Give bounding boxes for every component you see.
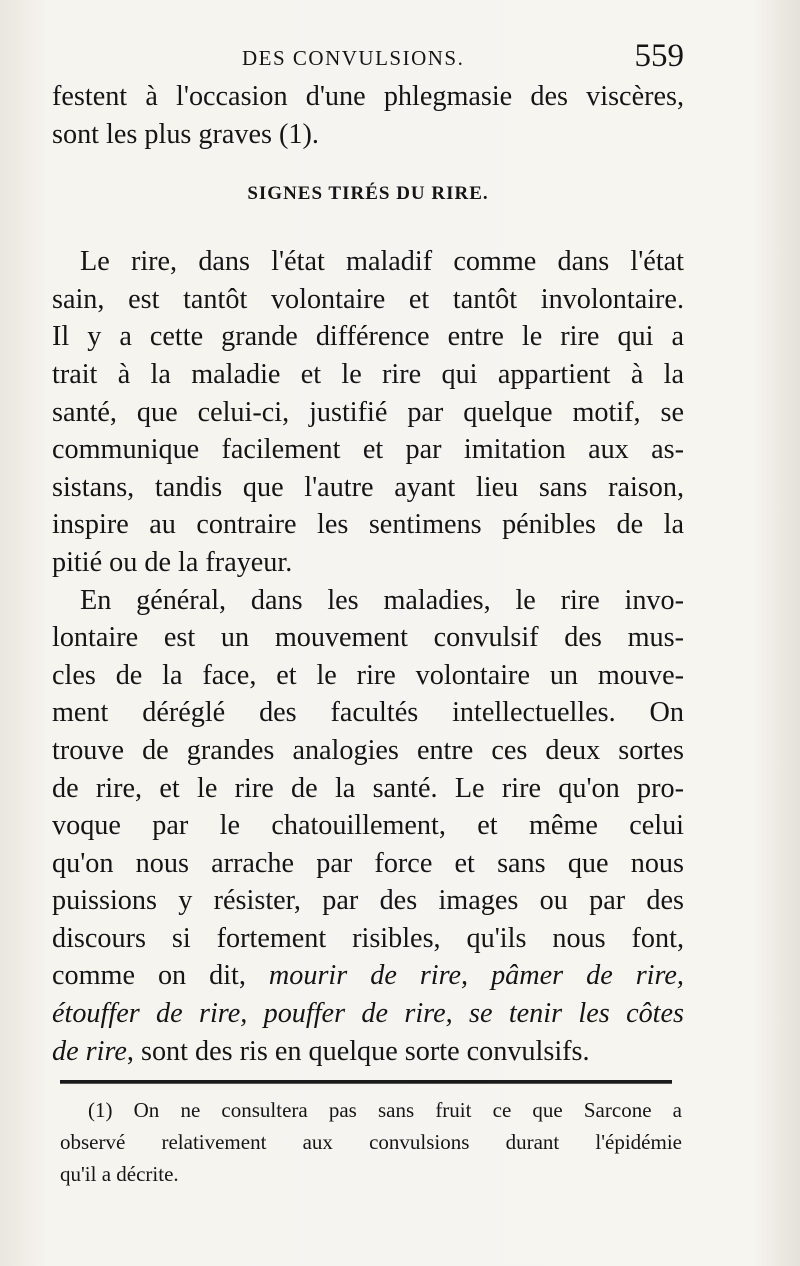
text-line: ment déréglé des facultés intellectuelles. On — [52, 697, 684, 729]
italic-segment: de rire — [52, 1035, 127, 1067]
text-line: cles de la face, et le rire volontaire un mouve- — [52, 659, 684, 691]
text-segment: , sont des ris en quelque sorte convulsifs. — [126, 1035, 590, 1067]
footnote-rule — [60, 1080, 672, 1084]
running-head: DES CONVULSIONS. — [242, 46, 465, 70]
page-body — [52, 78, 684, 1070]
text-line: lontaire est un mouvement convulsif des mus- — [52, 622, 684, 654]
section-heading: SIGNES TIRÉS DU RIRE. — [247, 183, 489, 205]
text-line: voque par le chatouillement, et même celui — [52, 810, 684, 842]
text-line: trouve de grandes analogies entre ces deux sortes — [52, 734, 684, 766]
text-line: Il y a cette grande différence entre le rire qui a — [52, 321, 684, 353]
text-line — [52, 957, 684, 995]
text-line: communique facilement et par imitation aux as- — [52, 434, 684, 466]
text-line: sistans, tandis que l'autre ayant lieu sans raison, — [52, 471, 684, 503]
italic-segment: étouffer de rire, pouffer de rire, se tenir les côtes — [52, 998, 684, 1030]
text-line: discours si fortement risibles, qu'ils nous font, — [52, 922, 684, 954]
italic-segment: mourir de rire, pâmer de rire, — [268, 960, 684, 992]
text-line: festent à l'occasion d'une phlegmasie des viscères, — [52, 81, 684, 112]
text-line — [52, 995, 684, 1033]
text-line: trait à la maladie et le rire qui appartient à la — [52, 358, 684, 390]
footnote — [60, 1094, 682, 1190]
text-line: santé, que celui-ci, justifié par quelque motif, se — [52, 396, 684, 428]
page-header — [52, 38, 684, 78]
text-line: puissions y résister, par des images ou par des — [52, 885, 684, 917]
text-segment: comme on dit, — [52, 960, 269, 992]
text-line: sont les plus graves (1). — [52, 118, 319, 150]
text-line: de rire, et le rire de la santé. Le rire qu'on pro- — [52, 772, 684, 804]
footnote-line: observé relativement aux convulsions durant l'épidémie — [60, 1130, 682, 1154]
text-line: sain, est tantôt volontaire et tantôt involontaire. — [52, 283, 684, 315]
text-line: inspire au contraire les sentimens pénibles de la — [52, 509, 684, 541]
footnote-line: (1) On ne consultera pas sans fruit ce que Sarcone a — [88, 1098, 682, 1122]
text-line: pitié ou de la frayeur. — [52, 546, 293, 578]
text-line: qu'on nous arrache par force et sans que nous — [52, 847, 684, 879]
text-line — [52, 1033, 684, 1071]
text-line: En général, dans les maladies, le rire invo- — [80, 584, 684, 616]
text-line: Le rire, dans l'état maladif comme dans l'état — [80, 246, 684, 278]
footnote-line: qu'il a décrite. — [60, 1162, 179, 1186]
page-number: 559 — [634, 38, 684, 74]
